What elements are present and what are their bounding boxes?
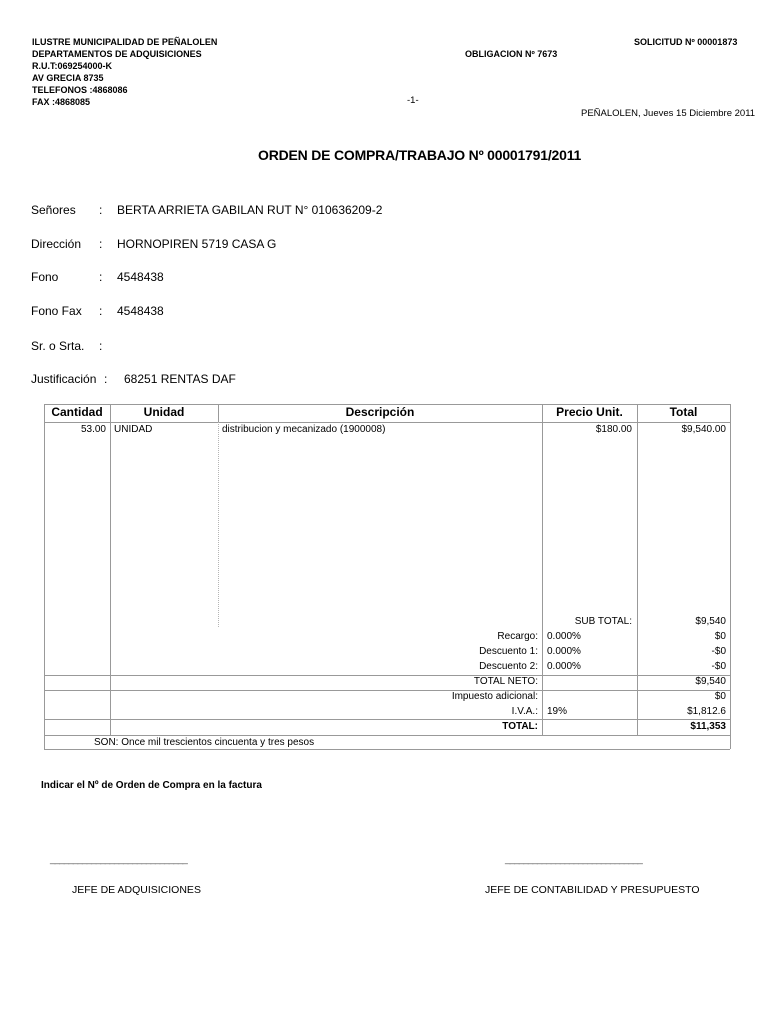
table-bottom-border <box>44 749 730 750</box>
field-senores-sep: : <box>99 203 103 217</box>
table-right-border <box>730 404 731 749</box>
total-top-border <box>44 719 730 720</box>
invoice-note: Indicar el Nº de Orden de Compra en la factura <box>41 780 262 791</box>
neto-value: $9,540 <box>695 676 726 687</box>
header-total: Total <box>669 405 698 419</box>
field-direccion-sep: : <box>99 237 103 251</box>
neto-bottom-border <box>44 690 730 691</box>
col-sep-4 <box>637 422 638 735</box>
row-cantidad: 53.00 <box>80 424 106 435</box>
recargo-pct: 0.000% <box>547 631 581 642</box>
iva-value: $1,812.6 <box>687 706 726 717</box>
descuento2-value: -$0 <box>711 661 726 672</box>
org-fax: FAX :4868085 <box>32 97 91 107</box>
document-title: ORDEN DE COMPRA/TRABAJO Nº 00001791/2011 <box>258 147 582 163</box>
signature-adquisiciones: JEFE DE ADQUISICIONES <box>72 884 201 896</box>
row-descripcion: distribucion y mecanizado (1900008) <box>222 424 386 435</box>
org-department: DEPARTAMENTOS DE ADQUISICIONES <box>32 49 202 59</box>
descuento1-pct: 0.000% <box>547 646 581 657</box>
field-direccion-label: Dirección <box>31 237 82 251</box>
descuento2-label: Descuento 2: <box>479 661 538 672</box>
org-name: ILUSTRE MUNICIPALIDAD DE PEÑALOLEN <box>32 37 218 47</box>
page-number: -1- <box>407 95 419 106</box>
field-justificacion-label: Justificación <box>31 372 97 386</box>
descuento1-label: Descuento 1: <box>479 646 538 657</box>
field-fono-label: Fono <box>31 270 59 284</box>
subtotal-value: $9,540 <box>695 616 726 627</box>
field-fonofax-sep: : <box>99 304 103 318</box>
col-sep-3 <box>542 422 543 735</box>
field-fonofax-label: Fono Fax <box>31 304 82 318</box>
field-fono-sep: : <box>99 270 103 284</box>
field-senores-label: Señores <box>31 203 76 217</box>
org-rut: R.U.T:069254000-K <box>32 61 113 71</box>
col-sep-2 <box>218 422 219 627</box>
iva-label: I.V.A.: <box>511 706 538 717</box>
table-left-border <box>44 404 45 749</box>
neto-label: TOTAL NETO: <box>473 676 538 687</box>
subtotal-label: SUB TOTAL: <box>574 616 632 627</box>
row-total: $9,540.00 <box>681 424 726 435</box>
field-justificacion-sep: : <box>104 372 108 386</box>
recargo-value: $0 <box>714 631 726 642</box>
total-bottom-border <box>44 735 730 736</box>
field-fonofax-value: 4548438 <box>117 304 164 318</box>
signature-contabilidad: JEFE DE CONTABILIDAD Y PRESUPUESTO <box>485 884 700 896</box>
obligacion-number: OBLIGACION Nº 7673 <box>465 49 558 59</box>
descuento2-pct: 0.000% <box>547 661 581 672</box>
header-precio: Precio Unit. <box>556 405 623 419</box>
org-header <box>32 36 217 108</box>
amount-in-words: SON: Once mil trescientos cincuenta y tres pesos <box>94 737 315 748</box>
place-date: PEÑALOLEN, Jueves 15 Diciembre 2011 <box>581 108 756 119</box>
header-unidad: Unidad <box>143 405 185 419</box>
neto-top-border <box>44 675 730 676</box>
field-contact-label: Sr. o Srta. <box>31 339 85 353</box>
iva-pct: 19% <box>547 706 568 717</box>
total-label: TOTAL: <box>502 721 538 732</box>
row-precio: $180.00 <box>595 424 632 435</box>
table-header-border <box>44 422 730 423</box>
recargo-label: Recargo: <box>497 631 538 642</box>
org-address: AV GRECIA 8735 <box>32 73 104 83</box>
field-direccion-value: HORNOPIREN 5719 CASA G <box>117 237 277 251</box>
field-contact-sep: : <box>99 339 103 353</box>
row-unidad: UNIDAD <box>114 424 153 435</box>
total-value: $11,353 <box>690 721 726 732</box>
impuesto-label: Impuesto adicional: <box>451 691 538 702</box>
signature-line-left: ______________________________ <box>50 854 187 865</box>
field-senores-value: BERTA ARRIETA GABILAN RUT N° 010636209-2 <box>117 203 383 217</box>
field-justificacion-value: 68251 RENTAS DAF <box>124 372 236 386</box>
col-sep-1 <box>110 422 111 735</box>
signature-line-right: ______________________________ <box>505 854 642 865</box>
impuesto-value: $0 <box>714 691 726 702</box>
org-phone: TELEFONOS :4868086 <box>32 85 128 95</box>
solicitud-number: SOLICITUD Nº 00001873 <box>634 37 738 47</box>
field-fono-value: 4548438 <box>117 270 164 284</box>
header-descripcion: Descripción <box>345 405 415 419</box>
header-cantidad: Cantidad <box>51 405 103 419</box>
descuento1-value: -$0 <box>711 646 726 657</box>
